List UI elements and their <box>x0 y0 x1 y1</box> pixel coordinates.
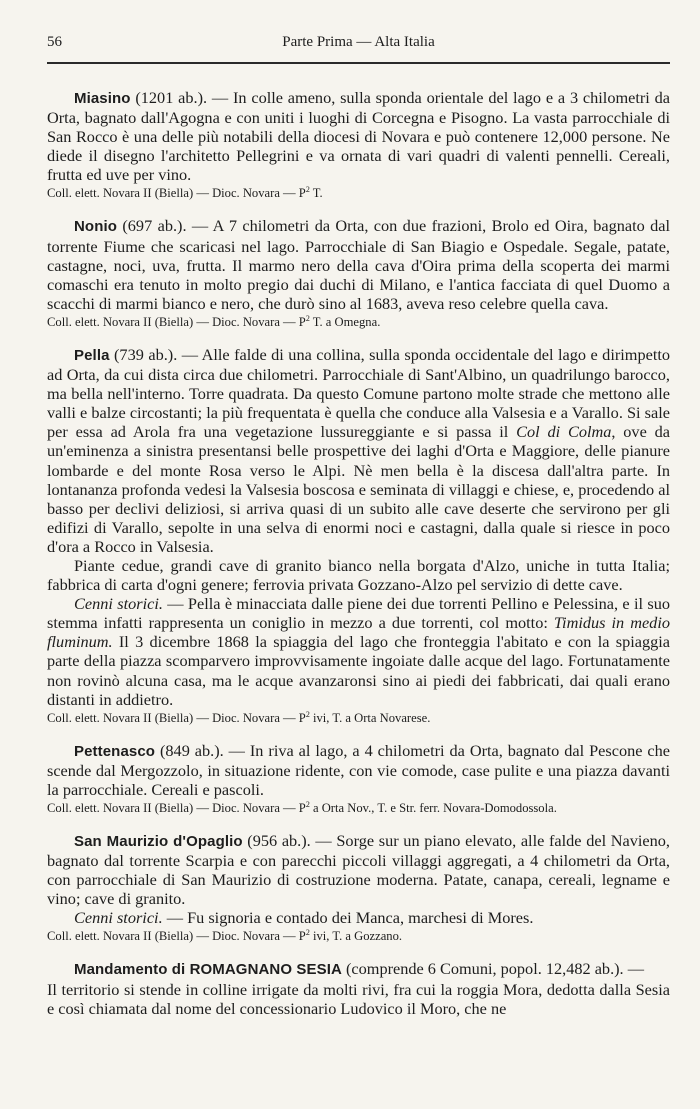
electoral-info: Coll. elett. Novara II (Biella) — Dioc. Novara — $P^2$ ivi, T. a Gozzano. <box>47 928 403 944</box>
historical-notes: Cenni storici. — Pella è minacciata dalle piene dei due torrenti Pellino e Pelessina, e il suo stemma infatti rappresenta un coniglio in mezzo a due torrenti, col motto: Timidus in medio fluminum. Il 3 dicembre 1868 la spiaggia del lago che fronteggia l'abitato e con la spiaggia parte della piazza scomparvero improvvisamente ingoiate dalle acque del lago. Fortunatamente non rovinò alcuna casa, ma le acque avanzaronsi sino ai piedi dei fabbricati, dai quali erano distanti in addietro. <box>47 594 670 709</box>
text-body <box>47 88 670 1032</box>
cenni-label: Cenni storici. <box>74 594 163 614</box>
place-name-italic: Col di Colma <box>516 422 612 442</box>
entry-paragraph: Nonio (697 ab.). — A 7 chilometri da Orta, con due frazioni, Brolo ed Oira, bagnato dal torrente Fiume che scaricasi nel lago. Parrocchiale di San Biagio e Ospedale. Segale, patate, castagne, noci, uva, frutta. Il marmo nero della cava d'Oira prima della scoperta dei marmi comaschi era tenuto in molto pregio dai duchi di Milano, e l'antica facciata di quel Duomo a scacchi di marmi bianco e nero, che durò sino al 1683, aveva reso celebre quella cava. <box>47 216 671 313</box>
entry-name: San Maurizio d'Opaglio <box>74 833 243 850</box>
entry-paragraph-2: Piante cedue, grandi cave di granito bianco nella borgata d'Alzo, uniche in tutta Italia; fabbrica di carta d'ogni genere; ferrovia privata Gozzano-Alzo pel servizio di dette cave. <box>47 555 670 595</box>
cenni-label: Cenni storici. <box>74 908 163 928</box>
entry-name: Mandamento di ROMAGNANO SESIA <box>74 961 342 979</box>
entry-name: Nonio <box>74 218 117 236</box>
entry-name: Pella <box>74 346 110 364</box>
entry-name: Miasino <box>74 90 131 107</box>
entry-mandamento-romagnano <box>47 959 670 1017</box>
entry-miasino <box>47 88 670 202</box>
header-rule <box>47 62 670 64</box>
entry-san-maurizio <box>47 831 670 945</box>
entry-pella <box>47 345 670 727</box>
historical-notes: Cenni storici. — Fu signoria e contado dei Manca, marchesi di Mores. <box>74 908 534 928</box>
electoral-info: Coll. elett. Novara II (Biella) — Dioc. Novara — $P^2$ T. <box>47 185 323 201</box>
entry-name: Pettenasco <box>74 742 156 760</box>
running-title: Parte Prima — Alta Italia <box>282 34 435 50</box>
motto: Timidus in medio fluminum. <box>47 613 670 652</box>
entry-paragraph: Pettenasco (849 ab.). — In riva al lago, a 4 chilometri da Orta, bagnato dal Pescone che scende dal Mergozzolo, in situazione ridente, con vie comode, case pulite e una piazza davanti la parrocchiale. Cereali e pascoli. <box>47 740 670 799</box>
entry-pettenasco <box>47 741 670 817</box>
electoral-info: Coll. elett. Novara II (Biella) — Dioc. Novara — $P^2$ T. a Omegna. <box>47 313 381 329</box>
page-number: 56 <box>47 34 62 50</box>
page-header <box>47 34 670 54</box>
electoral-info: Coll. elett. Novara II (Biella) — Dioc. Novara — $P^2$ ivi, T. a Orta Novarese. <box>47 709 431 725</box>
entry-paragraph: Miasino (1201 ab.). — In colle ameno, sulla sponda orientale del lago e a 3 chilometri da Orta, bagnato dall'Agogna e con uniti i luoghi di Corcegna e Pisogno. La vasta parrocchiale di San Rocco è una delle più notabili della diocesi di Novara e può contenere 12,000 persone. Ne diede il disegno l'architetto Pellegrini e va ornata di vari quadri di valenti pennelli. Cereali, frutta ed uve per vino. <box>47 88 670 185</box>
entry-nonio <box>47 216 670 330</box>
entry-paragraph: San Maurizio d'Opaglio (956 ab.). — Sorge sur un piano elevato, alle falde del Navieno, bagnato dal torrente Scarpia e con parecchi piccoli villaggi aggregati, a 4 chilometri da Orta, con parrocchiale di San Maurizio di costruzione moderna. Patate, canapa, cereali, legname e vino; cave di granito. <box>47 831 670 909</box>
electoral-info: Coll. elett. Novara II (Biella) — Dioc. Novara — $P^2$ a Orta Nov., T. e Str. ferr. Novara-Domodossola. <box>47 799 557 815</box>
entry-paragraph: Il territorio si stende in colline irrigate da molti rivi, fra cui la roggia Mora, dedotta dalla Sesia e così chiamata dal nome del concessionario Ludovico il Moro, che ne <box>47 979 670 1018</box>
entry-heading: Mandamento di ROMAGNANO SESIA (comprende 6 Comuni, popol. 12,482 ab.). — <box>74 959 644 979</box>
entry-paragraph: Pella (739 ab.). — Alle falde di una collina, sulla sponda occidentale del lago e dirimpetto ad Orta, da cui dista circa due chilometri. Parrocchiale di Sant'Albino, un quadrilungo barocco, ma bella nell'interno. Torre quadrata. Da questo Comune partono molte strade che mettono alle valli e balze circostanti; la più frequentata è quella che conduce alla Valsesia e a Varallo. Si sale per essa ad Arola fra una vegetazione lussureggiante e si passa il Col di Colma, ove da un'eminenza a sinistra presentansi belle prospettive dei laghi d'Orta e Maggiore, delle pianure lombarde e del monte Rosa verso le Alpi. Nè men bella è la discesa dall'altra parte. In lontananza profonda vedesi la Valsesia boscosa e seminata di villaggi e chiese, e, procedendo al basso per declivi deliziosi, si arriva quasi di un subito alle cave deserte che servirono per gli edifizi di Varallo, sepolte in una selva di enormi noci e castagni, dalla quale si riesce in poco d'ora a Rocco in Valsesia. <box>47 344 671 556</box>
